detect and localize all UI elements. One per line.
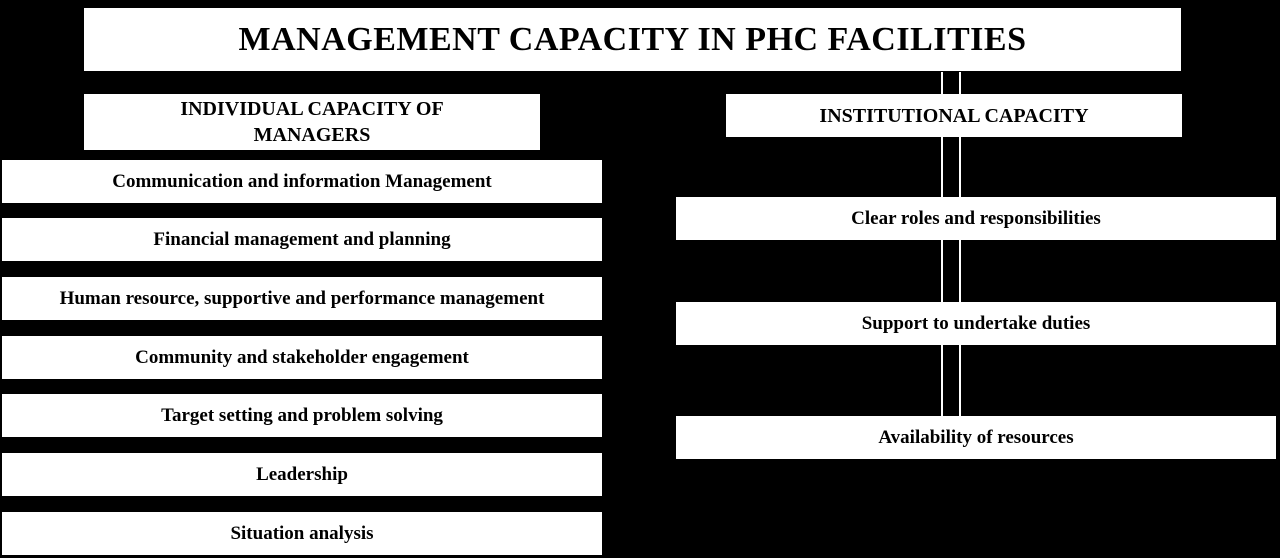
connector-line <box>941 240 943 302</box>
individual-item-situation-analysis: Situation analysis <box>2 512 602 555</box>
institutional-item-support: Support to undertake duties <box>676 302 1276 345</box>
institutional-item-resources: Availability of resources <box>676 416 1276 459</box>
connector-line <box>941 344 943 416</box>
institutional-capacity-heading: INSTITUTIONAL CAPACITY <box>726 94 1182 137</box>
page-title: MANAGEMENT CAPACITY IN PHC FACILITIES <box>84 8 1181 71</box>
connector-line <box>959 137 961 197</box>
individual-item-target-setting: Target setting and problem solving <box>2 394 602 437</box>
individual-item-financial: Financial management and planning <box>2 218 602 261</box>
individual-item-leadership: Leadership <box>2 453 602 496</box>
individual-item-communication: Communication and information Management <box>2 160 602 203</box>
individual-item-community: Community and stakeholder engagement <box>2 336 602 379</box>
connector-line <box>959 72 961 94</box>
connector-line <box>959 344 961 416</box>
connector-line <box>941 137 943 197</box>
individual-capacity-heading: INDIVIDUAL CAPACITY OF MANAGERS <box>84 94 540 150</box>
institutional-item-roles: Clear roles and responsibilities <box>676 197 1276 240</box>
connector-line <box>959 240 961 302</box>
connector-line <box>941 72 943 94</box>
individual-item-human-resource: Human resource, supportive and performance management <box>2 277 602 320</box>
